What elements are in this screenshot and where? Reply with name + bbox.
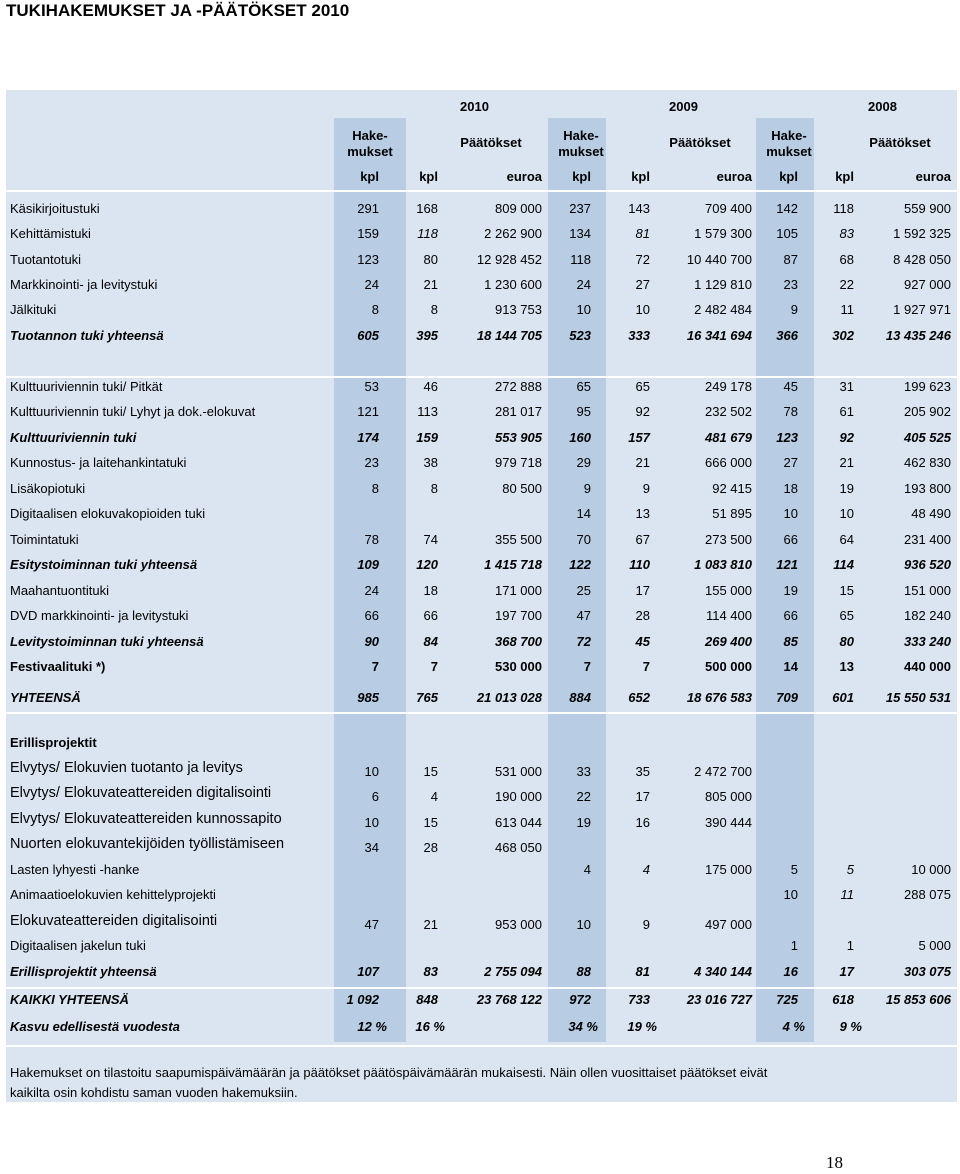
table-cell: 12 928 452 <box>476 252 542 267</box>
row-label: Kasvu edellisestä vuodesta <box>10 1019 180 1034</box>
table-cell: 31 <box>839 379 854 394</box>
table-cell: 1 129 810 <box>694 277 752 292</box>
row-label: Toimintatuki <box>10 532 79 547</box>
table-cell: 9 <box>642 917 650 932</box>
table-cell: 10 <box>576 917 591 932</box>
table-cell: 613 044 <box>495 815 542 830</box>
table-cell: 12 % <box>357 1019 387 1034</box>
table-cell: 80 <box>423 252 438 267</box>
table-cell: 10 <box>364 815 379 830</box>
table-cell: 16 % <box>415 1019 445 1034</box>
table-cell: 205 902 <box>904 404 951 419</box>
footnote: Hakemukset on tilastoitu saapumispäivämäärän ja päätökset päätöspäivämäärän mukaisesti. Näin ollen vuosittaiset päätökset eivät kaikilta osin kohdistu saman vuoden hakemuksiin. <box>10 1065 768 1100</box>
table-cell: 24 <box>364 277 379 292</box>
table-cell: 366 <box>776 328 798 343</box>
row-separator <box>6 376 957 378</box>
table-cell: 193 800 <box>904 481 951 496</box>
row-label: KAIKKI YHTEENSÄ <box>10 992 129 1007</box>
table-cell: 249 178 <box>705 379 752 394</box>
table-cell: 5 <box>790 862 798 877</box>
row-label: Jälkituki <box>10 302 57 317</box>
table-cell: 45 <box>783 379 798 394</box>
row-label: Elvytys/ Elokuvateattereiden digitalisointi <box>10 785 272 801</box>
row-label: Animaatioelokuvien kehittelyprojekti <box>10 887 216 902</box>
table-cell: 120 <box>416 557 438 572</box>
table-cell: 27 <box>635 277 650 292</box>
table-cell: 291 <box>357 201 379 216</box>
table-cell: 28 <box>635 608 650 623</box>
table-cell: 38 <box>423 455 438 470</box>
table-cell: 24 <box>576 277 591 292</box>
table-cell: 114 <box>833 557 854 572</box>
year-header-2008: 2008 <box>868 99 897 114</box>
table-cell: 10 440 700 <box>686 252 752 267</box>
table-cell: 936 520 <box>904 557 951 572</box>
table-cell: 1 092 <box>346 992 379 1007</box>
row-label: Erillisprojektit yhteensä <box>10 964 157 979</box>
table-cell: 23 016 727 <box>686 992 752 1007</box>
table-cell: 18 <box>423 583 438 598</box>
table-cell: 805 000 <box>705 789 752 804</box>
table-cell: 2 482 484 <box>694 302 752 317</box>
table-cell: 10 <box>576 302 591 317</box>
table-cell: 114 400 <box>705 608 752 623</box>
row-label: Markkinointi- ja levitystuki <box>10 277 158 292</box>
table-cell: 24 <box>364 583 379 598</box>
table-cell: 10 <box>783 887 798 902</box>
row-label: Kulttuuriviennin tuki/ Lyhyt ja dok.-elokuvat <box>10 404 256 419</box>
table-cell: 15 853 606 <box>885 992 951 1007</box>
row-label: Esitystoiminnan tuki yhteensä <box>10 557 198 572</box>
table-cell: 9 % <box>839 1019 862 1034</box>
table-cell: 14 <box>576 506 591 521</box>
table-cell: 175 000 <box>705 862 752 877</box>
table-cell: 2 472 700 <box>694 764 752 779</box>
table-cell: 15 550 531 <box>885 690 951 705</box>
table-cell: 5 000 <box>918 938 951 953</box>
table-cell: 10 <box>783 506 798 521</box>
table-cell: 1 579 300 <box>694 226 752 241</box>
table-cell: 118 <box>570 252 591 267</box>
table-cell: 197 700 <box>495 608 542 623</box>
table-cell: 29 <box>576 455 591 470</box>
table-cell: 122 <box>569 557 591 572</box>
unit-header: kpl <box>631 169 650 184</box>
table-cell: 953 000 <box>495 917 542 932</box>
table-cell: 123 <box>357 252 379 267</box>
table-cell: 355 500 <box>495 532 542 547</box>
unit-header: kpl <box>419 169 438 184</box>
row-label: Erillisprojektit <box>10 735 97 750</box>
table-cell: 66 <box>423 608 438 623</box>
table-cell: 333 <box>628 328 650 343</box>
table-cell: 6 <box>371 789 379 804</box>
table-cell: 559 900 <box>904 201 951 216</box>
table-cell: 10 <box>364 764 379 779</box>
table-cell: 182 240 <box>904 608 951 623</box>
table-cell: 92 <box>635 404 650 419</box>
table-cell: 809 000 <box>495 201 542 216</box>
table-cell: 64 <box>839 532 854 547</box>
table-cell: 302 <box>832 328 854 343</box>
table-cell: 53 <box>364 379 379 394</box>
table-cell: 972 <box>569 992 591 1007</box>
row-separator <box>6 1045 957 1047</box>
table-cell: 333 240 <box>904 634 951 649</box>
table-cell: 17 <box>839 964 854 979</box>
table-cell: 28 <box>423 840 438 855</box>
paatokset-header: Päätökset <box>869 135 931 150</box>
table-cell: 884 <box>569 690 591 705</box>
table-cell: 1 592 325 <box>893 226 951 241</box>
table-cell: 85 <box>783 634 798 649</box>
table-cell: 16 <box>783 964 798 979</box>
table-cell: 269 400 <box>705 634 752 649</box>
table-cell: 4 <box>583 862 591 877</box>
table-cell: 25 <box>576 583 591 598</box>
table-cell: 4 % <box>782 1019 805 1034</box>
table-cell: 159 <box>416 430 438 445</box>
table-cell: 17 <box>635 583 650 598</box>
table-cell: 118 <box>417 226 438 241</box>
table-cell: 22 <box>576 789 591 804</box>
table-cell: 15 <box>839 583 854 598</box>
table-cell: 81 <box>635 964 650 979</box>
table-cell: 927 000 <box>904 277 951 292</box>
table-cell: 725 <box>776 992 798 1007</box>
table-cell: 109 <box>357 557 379 572</box>
table-cell: 523 <box>569 328 591 343</box>
table-cell: 92 <box>839 430 854 445</box>
table-cell: 51 895 <box>712 506 752 521</box>
table-cell: 83 <box>423 964 438 979</box>
table-cell: 8 428 050 <box>893 252 951 267</box>
table-cell: 303 075 <box>904 964 951 979</box>
table-cell: 8 <box>371 302 379 317</box>
table-cell: 70 <box>576 532 591 547</box>
table-cell: 19 % <box>627 1019 657 1034</box>
table-cell: 979 718 <box>495 455 542 470</box>
table-cell: 72 <box>576 634 591 649</box>
table-cell: 72 <box>635 252 650 267</box>
table-cell: 8 <box>430 302 438 317</box>
table-cell: 281 017 <box>495 404 542 419</box>
table-cell: 17 <box>635 789 650 804</box>
table-cell: 113 <box>417 404 438 419</box>
row-label: Levitystoiminnan tuki yhteensä <box>10 634 204 649</box>
table-cell: 7 <box>642 659 650 674</box>
table-cell: 390 444 <box>705 815 752 830</box>
table-cell: 848 <box>416 992 438 1007</box>
table-cell: 34 <box>364 840 379 855</box>
table-cell: 35 <box>635 764 650 779</box>
table-cell: 15 <box>423 815 438 830</box>
table-cell: 87 <box>783 252 798 267</box>
row-label: Elvytys/ Elokuvien tuotanto ja levitys <box>10 760 243 776</box>
table-cell: 66 <box>783 532 798 547</box>
table-cell: 553 905 <box>495 430 542 445</box>
table-cell: 733 <box>628 992 650 1007</box>
table-cell: 4 340 144 <box>694 964 752 979</box>
table-cell: 21 013 028 <box>476 690 542 705</box>
table-cell: 118 <box>833 201 854 216</box>
table-cell: 34 % <box>568 1019 598 1034</box>
table-cell: 21 <box>423 277 438 292</box>
table-cell: 19 <box>839 481 854 496</box>
table-cell: 65 <box>839 608 854 623</box>
table-cell: 66 <box>783 608 798 623</box>
table-cell: 90 <box>364 634 379 649</box>
table-cell: 288 075 <box>904 887 951 902</box>
table-cell: 84 <box>423 634 438 649</box>
table-cell: 123 <box>776 430 798 445</box>
row-label: Lasten lyhyesti -hanke <box>10 862 140 877</box>
table-cell: 765 <box>416 690 438 705</box>
table-cell: 2 755 094 <box>484 964 542 979</box>
table-cell: 1 230 600 <box>484 277 542 292</box>
table-cell: 174 <box>357 430 379 445</box>
table-cell: 68 <box>839 252 854 267</box>
row-label: YHTEENSÄ <box>10 690 81 705</box>
table-cell: 16 <box>635 815 650 830</box>
table-cell: 985 <box>357 690 379 705</box>
table-cell: 80 500 <box>502 481 542 496</box>
table-cell: 155 000 <box>705 583 752 598</box>
table-cell: 7 <box>430 659 438 674</box>
hakemukset-header: Hake- mukset <box>766 128 812 159</box>
table-cell: 237 <box>569 201 591 216</box>
table-cell: 74 <box>423 532 438 547</box>
table-cell: 151 000 <box>904 583 951 598</box>
hakemukset-header: Hake- mukset <box>347 128 393 159</box>
table-cell: 2 262 900 <box>484 226 542 241</box>
table-cell: 13 <box>839 659 854 674</box>
table-cell: 10 000 <box>911 862 951 877</box>
row-label: Elokuvateattereiden digitalisointi <box>10 913 218 929</box>
unit-header: kpl <box>572 169 591 184</box>
year-header-2010: 2010 <box>460 99 489 114</box>
table-cell: 23 <box>364 455 379 470</box>
table-cell: 47 <box>576 608 591 623</box>
row-label: Kunnostus- ja laitehankintatuki <box>10 455 187 470</box>
table-cell: 273 500 <box>705 532 752 547</box>
table-cell: 78 <box>364 532 379 547</box>
table-cell: 92 415 <box>712 481 752 496</box>
table-cell: 160 <box>569 430 591 445</box>
table-cell: 605 <box>357 328 379 343</box>
table-cell: 4 <box>430 789 438 804</box>
table-cell: 33 <box>576 764 591 779</box>
table-cell: 913 753 <box>495 302 542 317</box>
table-cell: 8 <box>430 481 438 496</box>
table-cell: 168 <box>416 201 438 216</box>
paatokset-header: Päätökset <box>669 135 731 150</box>
table-cell: 709 <box>776 690 798 705</box>
table-cell: 171 000 <box>495 583 542 598</box>
row-label: Digitaalisen jakelun tuki <box>10 938 146 953</box>
table-cell: 231 400 <box>904 532 951 547</box>
row-label: Kulttuuriviennin tuki <box>10 430 137 445</box>
table-cell: 105 <box>776 226 798 241</box>
table-cell: 4 <box>642 862 650 877</box>
table-cell: 67 <box>635 532 650 547</box>
table-cell: 21 <box>423 917 438 932</box>
table-cell: 199 623 <box>904 379 951 394</box>
unit-header: kpl <box>779 169 798 184</box>
table-cell: 15 <box>423 764 438 779</box>
table-cell: 95 <box>576 404 591 419</box>
table-cell: 10 <box>635 302 650 317</box>
unit-header: kpl <box>835 169 854 184</box>
table-cell: 481 679 <box>705 430 752 445</box>
table-cell: 272 888 <box>495 379 542 394</box>
table-cell: 157 <box>628 430 650 445</box>
unit-header: kpl <box>360 169 379 184</box>
table-cell: 395 <box>416 328 438 343</box>
table-cell: 709 400 <box>705 201 752 216</box>
table-cell: 405 525 <box>904 430 951 445</box>
unit-header: euroa <box>716 169 752 184</box>
table-cell: 80 <box>839 634 854 649</box>
table-cell: 531 000 <box>495 764 542 779</box>
table-cell: 19 <box>783 583 798 598</box>
row-label: Tuotannon tuki yhteensä <box>10 328 164 343</box>
table-cell: 47 <box>364 917 379 932</box>
table-cell: 107 <box>357 964 379 979</box>
table-cell: 159 <box>357 226 379 241</box>
page-title: TUKIHAKEMUKSET JA -PÄÄTÖKSET 2010 <box>6 1 350 20</box>
table-cell: 8 <box>371 481 379 496</box>
table-cell: 27 <box>783 455 798 470</box>
row-label: Nuorten elokuvantekijöiden työllistämiseen <box>10 836 285 852</box>
table-cell: 618 <box>832 992 854 1007</box>
unit-header: euroa <box>915 169 951 184</box>
table-cell: 666 000 <box>705 455 752 470</box>
table-cell: 45 <box>635 634 650 649</box>
table-cell: 19 <box>576 815 591 830</box>
table-cell: 65 <box>635 379 650 394</box>
table-cell: 23 768 122 <box>476 992 542 1007</box>
row-label: Festivaalituki *) <box>10 659 106 674</box>
page-number: 18 <box>826 1153 843 1172</box>
table-cell: 121 <box>357 404 379 419</box>
table-cell: 1 <box>790 938 798 953</box>
table-cell: 21 <box>635 455 650 470</box>
table-cell: 13 <box>635 506 650 521</box>
table-cell: 5 <box>846 862 854 877</box>
row-label: Kulttuuriviennin tuki/ Pitkät <box>10 379 163 394</box>
row-label: Digitaalisen elokuvakopioiden tuki <box>10 506 206 521</box>
table-cell: 65 <box>576 379 591 394</box>
table-cell: 530 000 <box>495 659 542 674</box>
table-cell: 190 000 <box>495 789 542 804</box>
table-cell: 9 <box>790 302 798 317</box>
table-cell: 78 <box>783 404 798 419</box>
row-label: Kehittämistuki <box>10 226 91 241</box>
row-label: Käsikirjoitustuki <box>10 201 100 216</box>
table-cell: 9 <box>583 481 591 496</box>
row-separator <box>6 712 957 714</box>
table-cell: 83 <box>839 226 854 241</box>
table-cell: 462 830 <box>904 455 951 470</box>
table-cell: 81 <box>635 226 650 241</box>
table-cell: 66 <box>364 608 379 623</box>
table-cell: 18 <box>783 481 798 496</box>
row-separator <box>6 190 957 192</box>
table-cell: 61 <box>839 404 854 419</box>
paatokset-header: Päätökset <box>460 135 522 150</box>
table-cell: 88 <box>576 964 591 979</box>
row-label: DVD markkinointi- ja levitystuki <box>10 608 189 623</box>
table-cell: 143 <box>628 201 650 216</box>
table-cell: 601 <box>832 690 854 705</box>
table-cell: 500 000 <box>705 659 752 674</box>
table-cell: 7 <box>583 659 591 674</box>
table-cell: 440 000 <box>904 659 951 674</box>
table-cell: 11 <box>840 887 854 902</box>
table-cell: 13 435 246 <box>885 328 951 343</box>
table-cell: 652 <box>628 690 650 705</box>
table-cell: 468 050 <box>495 840 542 855</box>
row-separator <box>6 987 957 989</box>
row-label: Lisäkopiotuki <box>10 481 86 496</box>
table-cell: 18 144 705 <box>476 328 542 343</box>
table-cell: 142 <box>776 201 798 216</box>
table-cell: 18 676 583 <box>686 690 752 705</box>
table-cell: 48 490 <box>911 506 951 521</box>
year-header-2009: 2009 <box>669 99 698 114</box>
table-cell: 1 415 718 <box>484 557 542 572</box>
table-cell: 16 341 694 <box>686 328 752 343</box>
hakemukset-header: Hake- mukset <box>558 128 604 159</box>
table-cell: 232 502 <box>705 404 752 419</box>
table-cell: 7 <box>371 659 379 674</box>
unit-header: euroa <box>506 169 542 184</box>
table-cell: 9 <box>642 481 650 496</box>
table-cell: 23 <box>783 277 798 292</box>
table-cell: 22 <box>839 277 854 292</box>
table-cell: 11 <box>840 302 854 317</box>
table-cell: 134 <box>569 226 591 241</box>
table-cell: 10 <box>839 506 854 521</box>
table-cell: 1 083 810 <box>694 557 752 572</box>
table-cell: 497 000 <box>705 917 752 932</box>
table-cell: 121 <box>776 557 798 572</box>
row-label: Elvytys/ Elokuvateattereiden kunnossapito <box>10 811 282 827</box>
table-cell: 14 <box>783 659 798 674</box>
table-background <box>6 90 957 1102</box>
table-cell: 1 <box>846 938 854 953</box>
row-label: Tuotantotuki <box>10 252 82 267</box>
table-cell: 21 <box>839 455 854 470</box>
table-cell: 1 927 971 <box>893 302 951 317</box>
table-cell: 368 700 <box>495 634 542 649</box>
table-cell: 46 <box>423 379 438 394</box>
table-cell: 110 <box>629 557 650 572</box>
row-label: Maahantuontituki <box>10 583 110 598</box>
